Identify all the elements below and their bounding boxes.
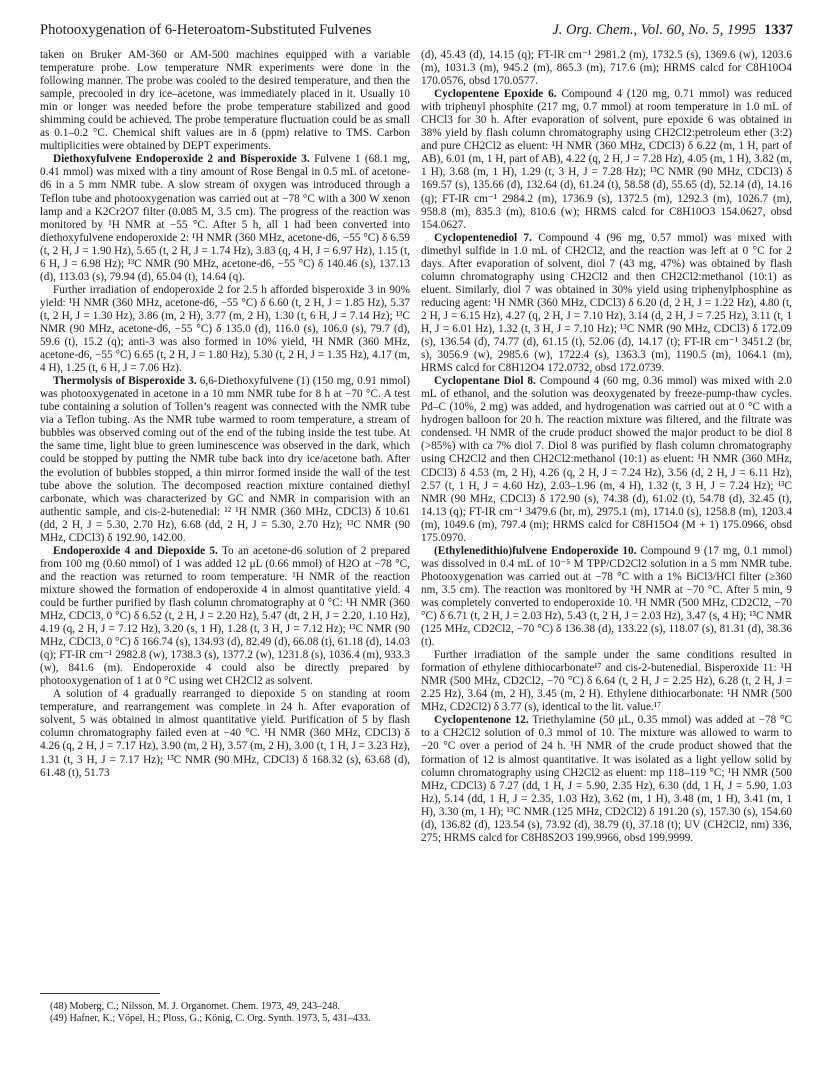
paragraph-title: Cyclopentenediol 7.	[434, 231, 532, 244]
paragraph	[421, 375, 792, 545]
paragraph-text: Further irradiation of the sample under the same conditions resulted in formation of ethylene dithiocarbonate¹⁷ and cis-2-butenedial. Bisperoxide 11: ¹H NMR (500 MHz, CD2Cl2, −70 °C) δ 6.64 (t, 2 H, J = 2.25 Hz), 6.28 (t, 2 H, J = 2.25 Hz), 3.64 (m, 2 H), 3.45 (m, 2 H). Ethylene dithiocarbonate: ¹H NMR (500 MHz, CD2Cl2) δ 3.77 (s), identical to the lit. value.¹⁷	[421, 649, 792, 714]
paragraph	[421, 88, 792, 232]
paragraph-text: Compound 9 (17 mg, 0.1 mmol) was dissolved in 0.4 mL of 10⁻⁵ M TPP/CD2Cl2 solution in a 5 mm NMR tube. Photooxygenation was carried out at −78 °C with a 1% BiCl3/HCl filter (≥360 nm, 3.5 cm). The reaction was monitored by ¹H NMR at −70 °C. After 5 min, 9 was completely converted to endoperoxide 10. ¹H NMR (500 MHz, CD2Cl2, −70 °C) δ 6.71 (t, 2 H, J = 2.03 Hz), 5.43 (t, 2 H, J = 2.03 Hz), 3.47 (s, 4 H); ¹³C NMR (125 MHz, CD2Cl2, −70 °C) δ 136.38 (d), 133.22 (s), 118.07 (s), 81.31 (d), 38.36 (t).	[421, 544, 792, 649]
paragraph	[40, 545, 410, 689]
journal-name: J. Org. Chem., Vol. 60, No. 5, 1995	[552, 22, 756, 38]
paragraph-title: Cyclopentenone 12.	[434, 714, 529, 727]
page-number: 1337	[764, 22, 793, 38]
footnote: (48) Moberg, C.; Nilsson, M. J. Organomet. Chem. 1973, 49, 243–248.	[50, 1001, 340, 1012]
paragraph	[40, 153, 410, 283]
paragraph-text: (d), 45.43 (d), 14.15 (q); FT-IR cm⁻¹ 2981.2 (m), 1732.5 (s), 1369.6 (w), 1203.6 (m), 1031.3 (m), 945.2 (m), 865.3 (m), 717.6 (m); HRMS calcd for C8H10O4 170.0576, obsd 170.0577.	[421, 49, 792, 88]
paragraph	[421, 649, 792, 714]
paragraph-text: Compound 4 (96 mg, 0.57 mmol) was mixed with dimethyl sulfide in 1.0 mL of CH2Cl2, and the reaction was left at 0 °C for 2 days. After evaporation of solvent, diol 7 (43 mg, 47%) was obtained by flash column chromatography using CH2Cl2 and then CH2Cl2:methanol (10:1) as eluent. Similarly, diol 7 was obtained in 30% yield using triphenylphosphine as reducing agent: ¹H NMR (360 MHz, CDCl3) δ 6.20 (d, 2 H, J = 1.22 Hz), 4.80 (t, 2 H, J = 6.15 Hz), 4.27 (q, 2 H, J = 7.10 Hz), 3.14 (d, 2 H, J = 7.25 Hz), 3.11 (t, 1 H, J = 6.01 Hz), 1.32 (t, 3 H, J = 7.10 Hz); ¹³C NMR (90 MHz, CDCl3) δ 172.09 (s), 136.54 (d), 74.77 (d), 61.15 (t), 52.06 (d), 14.17 (t); FT-IR cm⁻¹ 3451.2 (br, s), 3056.9 (w), 2985.6 (w), 1722.4 (s), 1363.3 (m), 1190.5 (m), 1064.1 (m), HRMS calcd for C8H12O4 172.0732, obsd 172.0739.	[421, 231, 793, 375]
paragraph	[421, 232, 792, 376]
paragraph-title: Endoperoxide 4 and Diepoxide 5.	[53, 544, 218, 557]
paragraph-text: Further irradiation of endoperoxide 2 for 2.5 h afforded bisperoxide 3 in 90% yield: ¹H NMR (360 MHz, acetone-d6, −55 °C) δ 6.60 (t, 2 H, J = 1.85 Hz), 5.37 (t, 2 H, J = 1.30 Hz), 3.86 (m, 2 H), 3.77 (m, 2 H), 1.30 (t, 6 H, J = 7.14 Hz); ¹³C NMR (90 MHz, acetone-d6, −55 °C) δ 135.0 (d), 116.0 (s), 106.0 (s), 79.7 (d), 59.6 (t), 15.2 (q); anti-3 was also formed in 10% yield, ¹H NMR (360 MHz, acetone-d6, −55 °C) 6.65 (t, 2 H, J = 1.80 Hz), 5.30 (t, 2 H, J = 1.35 Hz), 4.17 (m, 4 H), 1.25 (t, 6 H, J = 7.06 Hz).	[40, 283, 410, 375]
footnote: (49) Hafner, K.; Vöpel, H.; Ploss, G.; König, C. Org. Synth. 1973, 5, 431–433.	[50, 1013, 371, 1024]
paragraph	[40, 284, 410, 375]
paragraph-text: A solution of 4 gradually rearranged to diepoxide 5 on standing at room temperature, and rearrangement was complete in 24 h. After evaporation of solvent, 5 was obtained in almost quantitative yield. Purification of 5 by flash column chromatography failed even at −40 °C. ¹H NMR (360 MHz, CDCl3) δ 4.26 (q, 2 H, J = 7.17 Hz), 3.90 (m, 2 H), 3.57 (m, 2 H), 3.00 (t, 1 H, J = 3.23 Hz), 1.31 (t, 3 H, J = 7.17 Hz); ¹³C NMR (90 MHz, CDCl3) δ 168.32 (s), 63.68 (d), 61.48 (t), 51.73	[40, 688, 410, 779]
right-column	[421, 49, 792, 845]
paragraph-text: Triethylamine (50 μL, 0.35 mmol) was added at −78 °C to a CH2Cl2 solution of 0.3 mmol of 10. The mixture was allowed to warm to −20 °C over a period of 24 h. ¹H NMR of the crude product showed that the formation of 12 is almost quantitative. It was isolated as a light yellow solid by column chromatography using CH2Cl2 as eluent: mp 118–119 °C; ¹H NMR (500 MHz, CDCl3) δ 7.27 (dd, 1 H, J = 5.90, 2.35 Hz), 6.30 (dd, 1 H, J = 5.90, 1.03 Hz), 5.14 (dd, 1 H, J = 2.35, 1.03 Hz), 3.62 (m, 1 H), 3.48 (m, 1 H), 3.41 (m, 1 H), 3.30 (m, 1 H); ¹³C NMR (125 MHz, CD2Cl2) δ 191.20 (s), 157.30 (s), 154.60 (d), 136.82 (d), 123.54 (s), 73.92 (d), 38.79 (t), 37.18 (t); UV (CH2Cl2, nm) 336, 275; HRMS calcd for C8H8S2O3 199.9966, obsd 199.9999.	[421, 714, 792, 844]
paragraph-title: Cyclopentene Epoxide 6.	[434, 88, 557, 101]
paragraph-title: Thermolysis of Bisperoxide 3.	[53, 375, 197, 388]
paragraph	[421, 545, 792, 649]
footnotes	[40, 1001, 410, 1025]
paragraph-text: Compound 4 (120 mg, 0.71 mmol) was reduced with triphenyl phosphite (217 mg, 0.7 mmol) at room temperature in 1.0 mL of CHCl3 for 30 h. After evaporation of solvent, pure epoxide 6 was obtained in 38% yield by flash column chromatography using CH2Cl2:petroleum ether (3:2) and pure CH2Cl2 as eluent: ¹H NMR (360 MHz, CDCl3) δ 6.22 (m, 1 H, part of AB), 6.01 (m, 1 H, part of AB), 4.22 (q, 2 H, J = 7.28 Hz), 4.05 (m, 1 H), 3.82 (m, 1 H), 3.68 (m, 1 H), 1.29 (t, 3 H, J = 7.28 Hz); ¹³C NMR (90 MHz, CDCl3) δ 169.57 (s), 135.66 (d), 132.64 (d), 61.24 (t), 58.58 (d), 55.65 (d), 52.14 (d), 14.16 (q); FT-IR cm⁻¹ 2984.2 (m), 1736.9 (s), 1372.5 (m), 1292.3 (m), 1026.7 (m), 958.8 (m), 835.3 (m), 810.6 (w); HRMS calcd for C8H10O3 154.0627, obsd 154.0627.	[421, 88, 792, 231]
running-title: Photooxygenation of 6-Heteroatom-Substituted Fulvenes	[40, 22, 372, 38]
paragraph-text: Fulvene 1 (68.1 mg, 0.41 mmol) was mixed with a tiny amount of Rose Bengal in 0.5 mL of acetone-d6 in a 5 mm NMR tube. A slow stream of oxygen was introduced through a Teflon tube and photooxygenation was carried out at −78 °C with a 300 W xenon lamp and a K2Cr2O7 filter (0.085 M, 3.5 cm). The progress of the reaction was monitored by ¹H NMR at −55 °C. After 5 h, all 1 had been converted into diethoxyfulvene endoperoxide 2: ¹H NMR (360 MHz, acetone-d6, −55 °C) δ 6.59 (t, 2 H, J = 1.90 Hz), 5.65 (t, 2 H, J = 1.74 Hz), 3.83 (q, 4 H, J = 6.97 Hz), 1.15 (t, 6 H, J = 6.98 Hz); ¹³C NMR (90 MHz, acetone-d6, −55 °C) δ 140.46 (s), 137.13 (d), 113.03 (s), 79.94 (d), 65.04 (t), 14.64 (q).	[40, 153, 410, 283]
paragraph-text: 6,6-Diethoxyfulvene (1) (150 mg, 0.91 mmol) was photooxygenated in acetone in a 10 mm NMR tube for 8 h at −70 °C. A test tube containing a solution of Tollen’s reagent was connected with the NMR tube via a Teflon tubing. As the NMR tube warmed to room temperature, a stream of bubbles was observed coming out of the end of the tubing inside the test tube. At the same time, light blue to green luminescence was observed in the dark, which could be stopped by putting the NMR tube back into dry ice/acetone bath. After the evolution of bubbles stopped, a thin mirror formed inside the wall of the test tube above the solution. The decomposed reaction mixture contained diethyl carbonate, which was characterized by GC and NMR in comparision with an authentic sample, and cis-2-butenedial: ¹² ¹H NMR (360 MHz, CDCl3) δ 10.61 (dd, 2 H, J = 5.30, 2.70 Hz), 6.68 (dd, 2 H, J = 5.30, 2.70 Hz); ¹³C NMR (90 MHz, CDCl3) δ 192.90, 142.00.	[40, 375, 410, 544]
paragraph-title: Cyclopentane Diol 8.	[434, 375, 536, 388]
paragraph-title: Diethoxyfulvene Endoperoxide 2 and Bisperoxide 3.	[53, 153, 310, 166]
paragraph	[40, 688, 410, 779]
left-column	[40, 49, 410, 780]
paragraph-title: (Ethylenedithio)fulvene Endoperoxide 10.	[434, 544, 637, 557]
paragraph	[40, 49, 410, 153]
running-header	[40, 22, 793, 42]
paragraph	[421, 49, 792, 88]
journal-citation	[552, 22, 793, 39]
paragraph-text: taken on Bruker AM-360 or AM-500 machines equipped with a variable temperature probe. Low temperature NMR experiments were done in the following manner. The probe was cooled to the desired temperature, and then the sample, precooled in dry ice–acetone, was immediately placed in it. Usually 10 min or longer was needed before the probe temperature stabilized and good shimming could be achieved. The probe temperature fluctuation could be as small as 0.1–0.2 °C. Chemical shift values are in δ (ppm) relative to TMS. Carbon multiplicities were obtained by DEPT experiments.	[40, 49, 410, 153]
paragraph-text: To an acetone-d6 solution of 2 prepared from 100 mg (0.60 mmol) of 1 was added 12 μL (0.66 mmol) of H2O at −78 °C, and the reaction was returned to room temperature. ¹H NMR of the reaction mixture showed the formation of endoperoxide 4 in almost quantitative yield. 4 could be further purified by flash column chromatography at 0 °C: ¹H NMR (360 MHz, CDCl3, 0 °C) δ 6.52 (t, 2 H, J = 2.20 Hz), 5.47 (dt, 2 H, J = 2.20, 1.10 Hz), 4.19 (q, 2 H, J = 7.12 Hz), 3.20 (s, 1 H), 1.28 (t, 3 H, J = 7.12 Hz); ¹³C NMR (90 MHz, CDCl3, 0 °C) δ 166.74 (s), 134.93 (d), 82.49 (d), 66.08 (t), 61.18 (d), 14.03 (q); FT-IR cm⁻¹ 2982.8 (w), 1738.3 (s), 1377.2 (w), 1231.8 (s), 1036.4 (m), 933.3 (w), 841.6 (m). Endoperoxide 4 could also be directly prepared by photooxygenation of 1 at 0 °C using wet CH2Cl2 as solvent.	[40, 544, 411, 688]
paragraph-text: Compound 4 (60 mg, 0.36 mmol) was mixed with 2.0 mL of ethanol, and the solution was deoxygenated by freeze-pump-thaw cycles. Pd–C (10%, 2 mg) was added, and hydrogenation was carried out at 0 °C with a hydrogen balloon for 20 h. The reaction mixture was filtered, and the filtrate was condensed. ¹H NMR of the crude product showed the major product to be diol 8 (>85%) with ca 7% diol 7. Diol 8 was purified by flash column chromatography using CH2Cl2 and then CH2Cl2:methanol (10:1) as eluent: ¹H NMR (360 MHz, CDCl3) δ 4.53 (m, 2 H), 4.26 (q, 2 H, J = 7.24 Hz), 3.56 (d, 2 H, J = 6.11 Hz), 2.57 (t, 1 H, J = 4.60 Hz), 2.03–1.96 (m, 4 H), 1.32 (t, 3 H, J = 7.24 Hz); ¹³C NMR (90 MHz, CDCl3) δ 172.90 (s), 74.38 (d), 61.02 (t), 54.78 (d), 32.45 (t), 14.13 (q); FT-IR cm⁻¹ 3479.6 (br, m), 2975.1 (m), 1714.0 (s), 1258.8 (m), 1203.4 (m), 1049.6 (m), 797.4 (m); HRMS calcd for C8H15O4 (M + 1) 175.0966, obsd 175.0970.	[421, 375, 793, 544]
footnote-divider	[40, 993, 160, 994]
paragraph	[421, 714, 792, 844]
paragraph	[40, 375, 410, 545]
